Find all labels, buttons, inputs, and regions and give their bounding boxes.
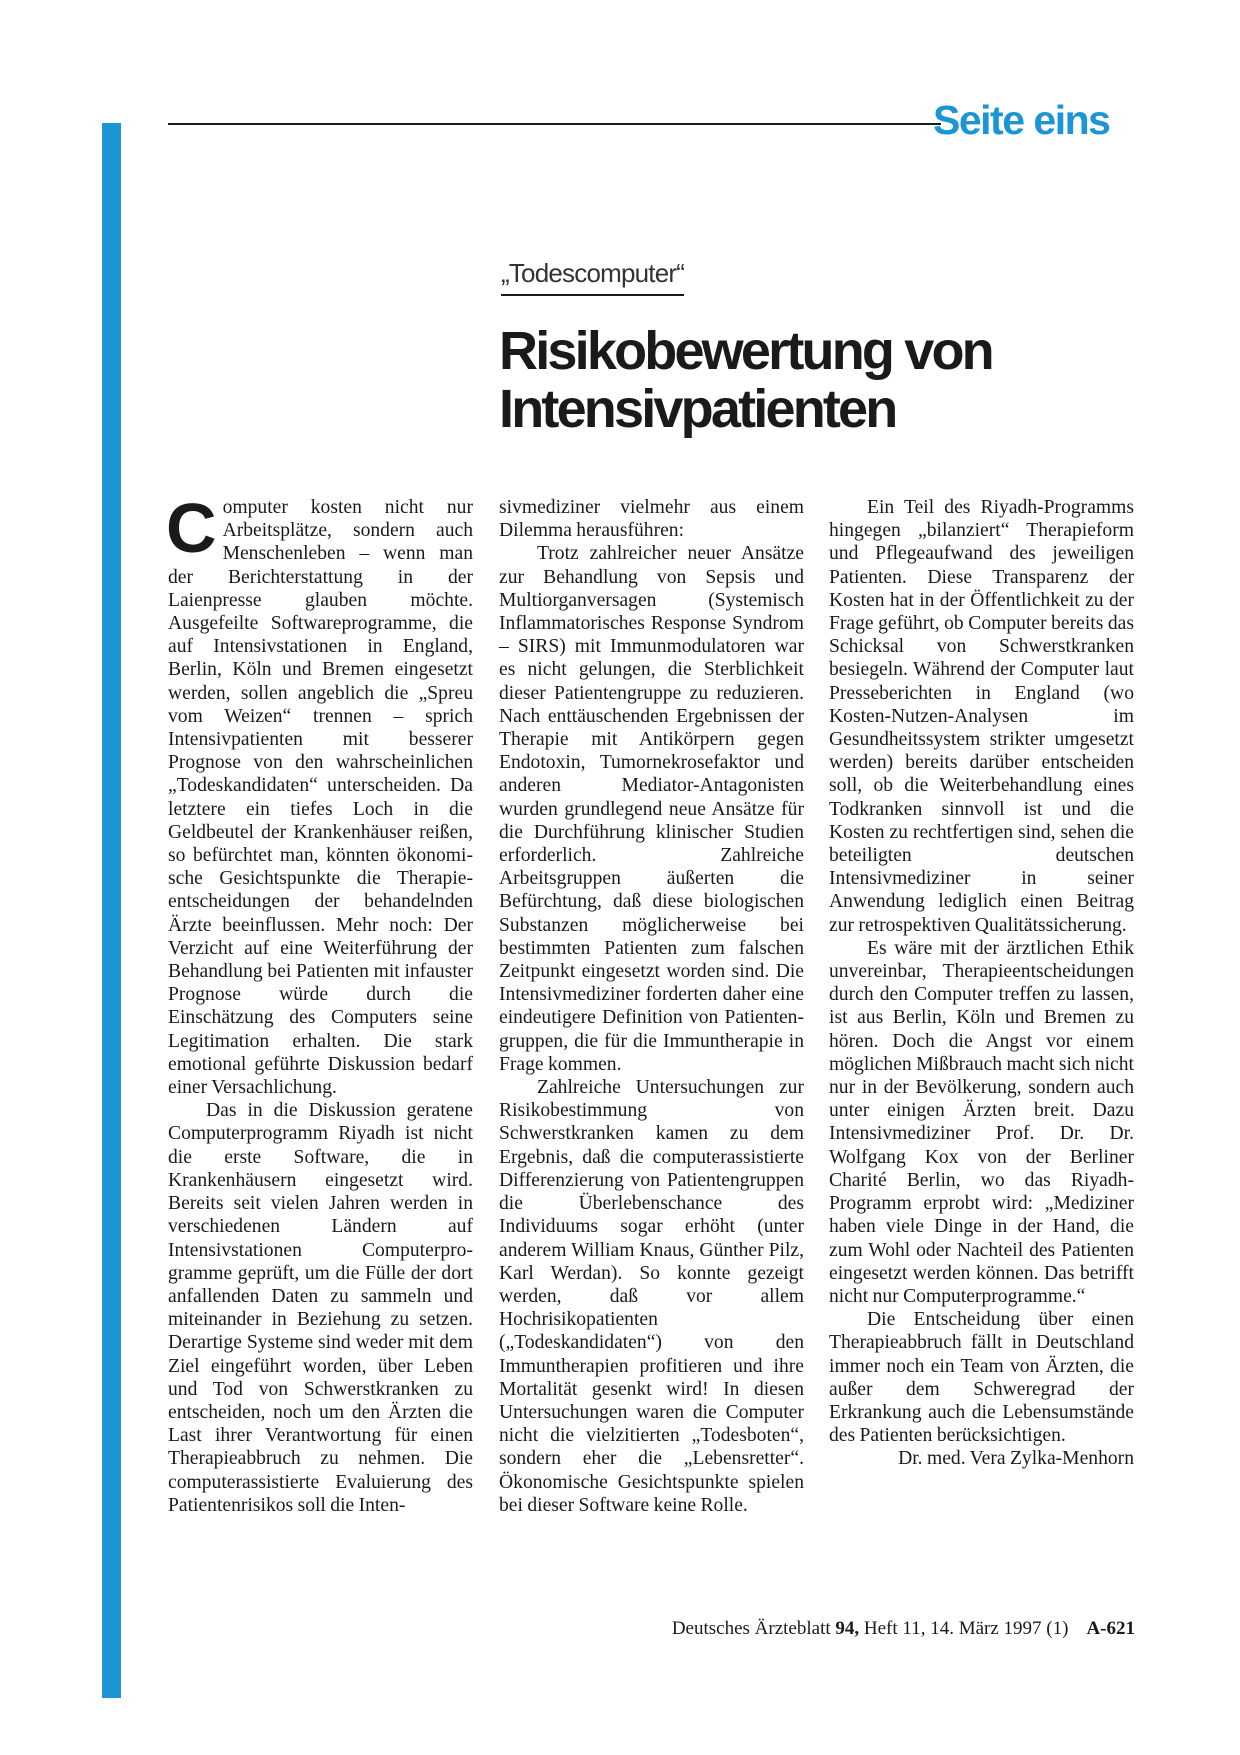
article-column-3 [829, 496, 1134, 1471]
paragraph: Ein Teil des Riyadh-Programms hingegen „bilanziert“ Therapieform und Pflegeaufwand des jeweiligen Patienten. Diese Transparenz der Kosten hat in der Öffentlichkeit zu der Frage geführt, ob Computer bereits das Schicksal von Schwerstkranken besiegeln. Während der Computer laut Presseberichten in England (wo Kosten-Nutzen-Analysen im Gesundheitssystem strikter umgesetzt werden) bereits darüber entscheiden soll, ob die Weiterbehandlung eines Todkranken sinnvoll ist und die Kosten zu rechtfertigen sind, sehen die beteiligten deutschen Intensivmediziner in seiner Anwendung lediglich einen Beitrag zur retrospektiven Qualitätssicherung. [829, 497, 1134, 936]
page-number: A-621 [1086, 1618, 1135, 1639]
journal-issue: Heft 11, 14. März 1997 (1) [863, 1618, 1069, 1639]
paragraph [166, 489, 473, 1099]
journal-volume: 94, [835, 1618, 860, 1639]
drop-cap: C [166, 489, 217, 567]
paragraph: Zahlreiche Untersuchungen zur Risikobestimmung von Schwerstkranken kamen zu dem Ergebnis, daß die computerassistierte Differenzierung von Patientengruppen die Überlebenschance des Individuums sogar erhöht (unter anderem William Knaus, Günther Pilz, Karl Werdan). So konnte gezeigt werden, daß vor allem Hochrisikopatienten („Todeskandidaten“) von den Immuntherapien profitieren und ihre Mortalität gesenkt wird! In diesen Untersuchungen waren die Computer nicht die vielzitierten „Todesboten“, sondern eher die „Lebensretter“. Ökonomische Gesichtspunkte spielen bei dieser Software keine Rolle. [499, 1077, 804, 1516]
headline-line-2: Intensivpatienten [499, 379, 896, 439]
paragraph: Trotz zahlreicher neuer Ansätze zur Behandlung von Sepsis und Multiorganversagen (Systemisch Inflammatorisches Response Syndrom – SIRS) mit Immunmodulatoren war es nicht gelungen, die Sterblichkeit dieser Patientengruppe zu reduzieren. Nach enttäuschenden Ergebnissen der Therapie mit Antikörpern gegen Endotoxin, Tumornekrosefaktor und anderen Mediator-Antagonisten wurden grundlegend neue Ansätze für die Durchführung klinischer Studien erforderlich. Zahlreiche Arbeitsgruppen äußerten die Befürchtung, daß diese biologischen Substanzen möglicherweise bei bestimmten Patienten zum falschen Zeitpunkt eingesetzt worden sind. Die Intensivmediziner forderten daher eine eindeutigere Definition von Patientengruppen, die für die Immuntherapie in Frage kommen. [499, 543, 804, 1075]
paragraph: Das in die Diskussion geratene Computerprogramm Riyadh ist nicht die erste Software, die in Krankenhäusern eingesetzt wird. Bereits seit vielen Jahren werden in verschiedenen Ländern auf Intensivstationen Computerprogramme geprüft, um die Fülle der dort anfallenden Daten zu sammeln und miteinander in Beziehung zu setzen. Derartige Systeme sind weder mit dem Ziel eingeführt worden, über Leben und Tod von Schwerstkranken zu entscheiden, noch um den Ärzten die Last ihrer Verantwortung für einen Therapieabbruch zu nehmen. Die computerassistierte Evaluierung des Patientenrisikos soll die Inten- [168, 1100, 473, 1516]
article-column-1 [166, 489, 473, 1517]
journal-name: Deutsches Ärzteblatt [671, 1618, 831, 1639]
paragraph-text: omputer kosten nicht nur Arbeitsplätze, sondern auch Menschenleben – wenn man der Berichterstattung in der Laienpresse glauben möchte. Ausgefeilte Softwareprogramme, die auf Intensivstationen in England, Berlin, Köln und Bremen eingesetzt werden, sollen angeblich die „Spreu vom Weizen“ trennen – sprich Intensivpatienten mit besserer Prognose von den wahrscheinlichen „Todeskandidaten“ unterscheiden. Da letztere ein tiefes Loch in die Geldbeutel der Krankenhäuser reißen, so befürchtet man, könnten ökonomische Gesichtspunkte die Therapieentscheidungen der behandelnden Ärzte beeinflussen. Mehr noch: Der Verzicht auf eine Weiterführung der Behandlung bei Patienten mit infauster Prognose würde durch die Einschätzung des Computers seine Legitimation erhalten. Die stark emotional geführte Diskussion bedarf einer Versachlichung. [168, 497, 473, 1099]
paragraph: Die Entscheidung über einen Therapieabbruch fällt in Deutschland immer noch ein Team von Ärzten, die außer dem Schweregrad der Erkrankung auch die Lebensumstände des Patienten berücksichtigen. [829, 1309, 1134, 1447]
paragraph: sivmediziner vielmehr aus einem Dilemma herausführen: [499, 497, 804, 542]
section-label: Seite eins [933, 97, 1110, 143]
paragraph: Es wäre mit der ärztlichen Ethik unvereinbar, Therapieentscheidungen durch den Computer treffen zu lassen, ist aus Berlin, Köln und Bremen zu hören. Doch die Angst vor einem möglichen Mißbrauch macht sich nicht nur in der Bevölkerung, sondern auch unter einigen Ärzten breit. Dazu Intensivmediziner Prof. Dr. Dr. Wolfgang Kox von der Berliner Charité Berlin, wo das Riyadh-Programm erprobt wird: „Mediziner haben viele Dinge in der Hand, die zum Wohl oder Nachteil des Patienten eingesetzt werden können. Das betrifft nicht nur Computerprogramme.“ [829, 937, 1134, 1307]
headline-line-1: Risikobewertung von [499, 321, 992, 381]
article-headline [499, 322, 1139, 438]
accent-side-bar [102, 123, 121, 1698]
article-kicker: „Todescomputer“ [501, 258, 684, 296]
header-rule [168, 123, 941, 125]
author-byline: Dr. med. Vera Zylka-Menhorn [898, 1448, 1134, 1470]
article-column-2 [499, 496, 804, 1517]
page-footer [560, 1618, 1135, 1640]
